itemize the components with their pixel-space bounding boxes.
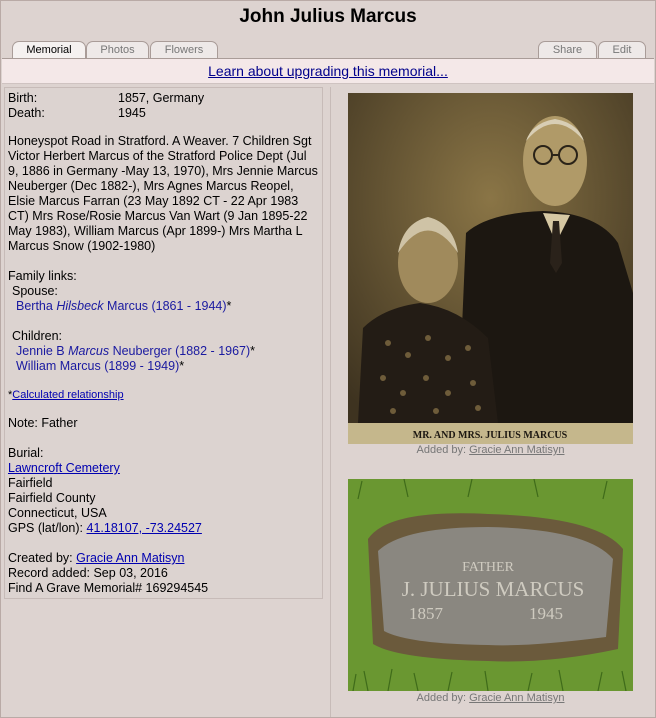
- burial-label: Burial:: [8, 446, 44, 460]
- tab-share[interactable]: Share: [538, 41, 597, 59]
- caption-label: Added by:: [416, 692, 470, 704]
- stone-birth: 1857: [409, 604, 443, 623]
- gps: [8, 521, 202, 536]
- spouse-entry: Bertha Hilsbeck Marcus (1861 - 1944)*: [16, 299, 232, 313]
- stone-name: J. JULIUS MARCUS: [401, 577, 585, 601]
- page-title: John Julius Marcus: [239, 6, 417, 27]
- spouse-label: Spouse:: [12, 284, 58, 298]
- stone-death: 1945: [529, 604, 563, 623]
- child-entry: William Marcus (1899 - 1949)*: [16, 359, 185, 373]
- caption-label: Added by:: [416, 444, 470, 456]
- children-label: Children:: [12, 329, 63, 343]
- photo-uploader-link[interactable]: Gracie Ann Matisyn: [469, 692, 565, 704]
- cemetery-link[interactable]: Lawncroft Cemetery: [8, 461, 120, 475]
- upgrade-link[interactable]: Learn about upgrading this memorial...: [208, 63, 448, 79]
- calculated-relationship-link[interactable]: Calculated relationship: [12, 389, 124, 401]
- spouse-link[interactable]: Bertha Hilsbeck Marcus (1861 - 1944): [16, 299, 227, 313]
- burial-county: Fairfield County: [8, 491, 96, 505]
- child-entry: Jennie B Marcus Neuberger (1882 - 1967)*: [16, 344, 256, 358]
- child-link-jennie[interactable]: Jennie B Marcus Neuberger (1882 - 1967): [16, 344, 251, 358]
- memorial-note: Note: Father: [8, 416, 78, 430]
- created-by-label: Created by:: [8, 551, 77, 565]
- tab-flowers[interactable]: Flowers: [150, 41, 218, 59]
- stone-word: FATHER: [462, 560, 514, 575]
- tab-photos[interactable]: Photos: [86, 41, 149, 59]
- photo-print-caption: MR. AND MRS. JULIUS MARCUS: [412, 430, 568, 441]
- family-links-heading: Family links:: [8, 269, 77, 283]
- created-by: [8, 551, 184, 566]
- column-divider: [330, 87, 331, 717]
- death-value: 1945: [118, 106, 146, 120]
- biography: Honeyspot Road in Stratford. A Weaver. 7 Children Sgt Victor Herbert Marcus of the Stratford Police Dept (Jul 9, 1886 in Germany -May 13, 1970), Mrs Jennie Marcus Neuberger (Dec 1882-), Mrs Agnes Marcus Reopel, Elsie Marcus Farran (23 May 1892 CT - 22 Apr 1983 CT) Mrs Rose/Rosie Marcus Van Wart (9 Jan 1895-22 May 1983), William Marcus (Apr 1899-) Mrs Martha L Marcus Snow (1902-1980): [8, 134, 318, 253]
- cemetery: [8, 461, 120, 476]
- burial-city: Fairfield: [8, 476, 53, 490]
- upgrade-banner: [2, 59, 654, 84]
- gps-label: GPS (lat/lon):: [8, 521, 87, 535]
- record-added: Record added: Sep 03, 2016: [8, 566, 168, 580]
- portrait-photo[interactable]: [348, 93, 633, 444]
- gps-link[interactable]: 41.18107, -73.24527: [86, 521, 202, 535]
- creator-link[interactable]: Gracie Ann Matisyn: [76, 551, 185, 565]
- photo-uploader-link[interactable]: Gracie Ann Matisyn: [469, 444, 565, 456]
- vitals: [8, 91, 320, 123]
- photo-caption: [348, 444, 633, 456]
- birth-value: 1857, Germany: [118, 91, 205, 105]
- photo-caption: [348, 692, 633, 704]
- child-link-william[interactable]: William Marcus (1899 - 1949): [16, 359, 180, 373]
- burial-state: Connecticut, USA: [8, 506, 107, 520]
- memorial-number: Find A Grave Memorial# 169294545: [8, 581, 209, 595]
- tab-edit[interactable]: Edit: [598, 41, 646, 59]
- calculated-relationship: *Calculated relationship: [8, 389, 124, 401]
- tab-memorial[interactable]: Memorial: [12, 41, 86, 60]
- headstone-photo[interactable]: [348, 479, 633, 691]
- death-label: Death:: [8, 106, 45, 120]
- birth-label: Birth:: [8, 91, 38, 105]
